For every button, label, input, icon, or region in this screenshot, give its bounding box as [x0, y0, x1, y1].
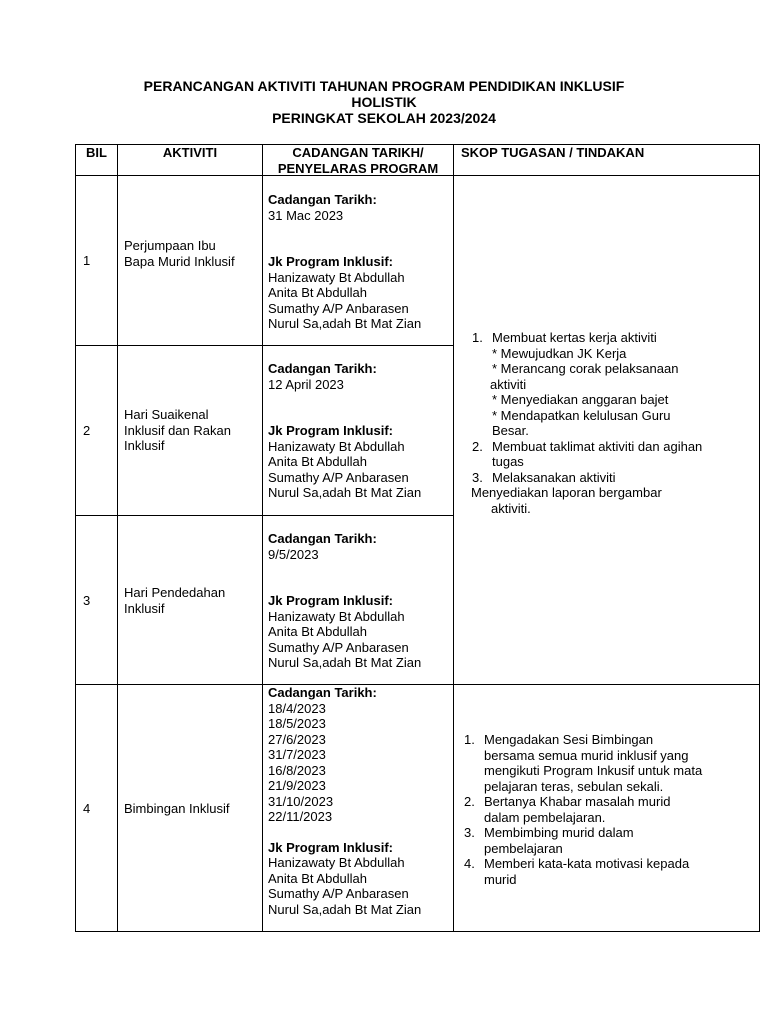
skop-item-number: 1. — [472, 330, 483, 345]
skop-item — [464, 825, 756, 856]
skop-item-line: pembelajaran — [484, 840, 563, 856]
header-aktiviti: AKTIVITI — [162, 145, 218, 160]
jk-label: Jk Program Inklusif: — [268, 593, 393, 608]
header-bil: BIL — [86, 145, 107, 160]
skop-list-group-2 — [464, 732, 756, 887]
jk-member: Sumathy A/P Anbarasen — [268, 300, 409, 316]
jk-member: Sumathy A/P Anbarasen — [268, 639, 409, 655]
skop-item — [472, 470, 756, 486]
skop-item — [472, 330, 756, 346]
row-bil: 2 — [83, 423, 91, 438]
skop-item-number: 1. — [464, 732, 475, 747]
aktiviti-line: Inklusif — [124, 438, 165, 453]
skop-subitem-line: * Mendapatkan kelulusan Guru — [492, 407, 671, 423]
skop-item — [464, 732, 756, 794]
aktiviti-line: Hari Suaikenal — [124, 407, 209, 422]
tarikh-value: 18/4/2023 — [268, 700, 326, 716]
row-cadangan — [268, 361, 452, 501]
row-cadangan — [268, 531, 452, 671]
jk-member: Anita Bt Abdullah — [268, 285, 368, 300]
tarikh-label: Cadangan Tarikh: — [268, 531, 377, 546]
jk-member: Sumathy A/P Anbarasen — [268, 469, 409, 485]
tarikh-value: 27/6/2023 — [268, 731, 326, 747]
jk-member: Nurul Sa,adah Bt Mat Zian — [268, 655, 422, 670]
title-line: PERINGKAT SEKOLAH 2023/2024 — [272, 110, 496, 126]
skop-plain-item — [471, 485, 755, 516]
header-cadangan-line: CADANGAN TARIKH/ — [292, 145, 424, 160]
jk-member: Hanizawaty Bt Abdullah — [268, 608, 405, 624]
tarikh-value: 12 April 2023 — [268, 376, 344, 392]
row-bil: 1 — [83, 253, 91, 268]
jk-label: Jk Program Inklusif: — [268, 423, 393, 438]
aktiviti-line: Bapa Murid Inklusif — [124, 253, 235, 269]
skop-item — [464, 794, 756, 825]
row-aktiviti — [124, 801, 260, 817]
tarikh-value: 9/5/2023 — [268, 546, 319, 562]
row-aktiviti — [124, 585, 260, 616]
jk-member: Anita Bt Abdullah — [268, 870, 368, 886]
aktiviti-line: Inklusif — [124, 600, 165, 616]
tarikh-label: Cadangan Tarikh: — [268, 685, 377, 700]
aktiviti-line: Perjumpaan Ibu — [124, 238, 216, 253]
skop-subitem — [472, 346, 756, 362]
jk-member: Anita Bt Abdullah — [268, 624, 368, 639]
skop-subitem-line: * Merancang corak pelaksanaan — [492, 361, 679, 376]
skop-item-line: Memberi kata-kata motivasi kepada — [484, 856, 690, 871]
grid-line — [75, 345, 453, 346]
row-aktiviti — [124, 238, 260, 269]
row-cadangan — [268, 685, 452, 917]
jk-label: Jk Program Inklusif: — [268, 254, 393, 269]
grid-line — [75, 144, 76, 932]
skop-item-number: 2. — [464, 794, 475, 809]
jk-label: Jk Program Inklusif: — [268, 839, 393, 855]
skop-plain-line: aktiviti. — [491, 500, 531, 516]
skop-item-line: pelajaran teras, sebulan sekali. — [484, 778, 664, 794]
skop-item-line: Melaksanakan aktiviti — [492, 469, 616, 485]
skop-item-line: dalam pembelajaran. — [484, 809, 606, 825]
jk-member: Sumathy A/P Anbarasen — [268, 886, 409, 901]
jk-member: Nurul Sa,adah Bt Mat Zian — [268, 901, 422, 917]
skop-item-line: bersama semua murid inklusif yang — [484, 747, 689, 763]
title-line: HOLISTIK — [351, 94, 417, 110]
tarikh-value: 31 Mac 2023 — [268, 207, 344, 223]
skop-item — [464, 856, 756, 887]
skop-item-line: Membimbing murid dalam — [484, 825, 634, 840]
skop-item-line: mengikuti Program Inkusif untuk mata — [484, 763, 703, 778]
skop-subitem — [472, 408, 756, 439]
grid-line — [262, 144, 263, 932]
skop-subitem — [472, 392, 756, 408]
row-cadangan — [268, 192, 452, 332]
grid-line — [117, 144, 118, 932]
header-cadangan — [263, 145, 453, 176]
tarikh-value: 31/10/2023 — [268, 793, 334, 809]
jk-member: Nurul Sa,adah Bt Mat Zian — [268, 485, 422, 500]
skop-item-number: 2. — [472, 438, 483, 454]
jk-member: Hanizawaty Bt Abdullah — [268, 269, 405, 285]
skop-subitem — [472, 361, 756, 392]
header-skop: SKOP TUGASAN / TINDAKAN — [461, 145, 645, 160]
row-bil: 4 — [83, 801, 91, 816]
jk-member: Nurul Sa,adah Bt Mat Zian — [268, 316, 422, 331]
aktiviti-line: Bimbingan Inklusif — [124, 801, 230, 816]
jk-member: Hanizawaty Bt Abdullah — [268, 438, 405, 454]
row-bil: 3 — [83, 593, 91, 608]
skop-plain-line: Menyediakan laporan bergambar — [471, 485, 662, 500]
grid-line — [75, 515, 453, 516]
tarikh-label: Cadangan Tarikh: — [268, 192, 377, 207]
skop-item-line: tugas — [492, 454, 524, 469]
skop-subitem-line: Besar. — [492, 423, 529, 438]
title-line: PERANCANGAN AKTIVITI TAHUNAN PROGRAM PENDIDIKAN INKLUSIF — [143, 78, 625, 94]
skop-item — [472, 439, 756, 470]
skop-item-line: Mengadakan Sesi Bimbingan — [484, 732, 654, 747]
header-cadangan-line: PENYELARAS PROGRAM — [277, 160, 439, 176]
skop-item-number: 3. — [464, 825, 475, 840]
grid-line — [453, 144, 454, 932]
grid-line — [75, 931, 760, 932]
skop-item-line: Membuat taklimat aktiviti dan agihan — [492, 438, 703, 454]
skop-item-number: 4. — [464, 856, 475, 871]
row-aktiviti — [124, 407, 260, 454]
jk-member: Anita Bt Abdullah — [268, 454, 368, 469]
skop-subitem-line: * Menyediakan anggaran bajet — [492, 392, 669, 407]
tarikh-value: 16/8/2023 — [268, 762, 326, 778]
skop-subitem-line: * Mewujudkan JK Kerja — [492, 345, 627, 361]
grid-line — [759, 144, 760, 932]
aktiviti-line: Inklusif dan Rakan — [124, 422, 231, 438]
skop-item-line: Bertanya Khabar masalah murid — [484, 794, 671, 809]
tarikh-value: 18/5/2023 — [268, 716, 326, 731]
tarikh-value: 21/9/2023 — [268, 778, 326, 793]
skop-list-group-1 — [472, 330, 756, 516]
skop-subitem-line: aktiviti — [490, 376, 527, 392]
tarikh-value: 22/11/2023 — [268, 809, 333, 824]
skop-item-line: murid — [484, 871, 517, 887]
jk-member: Hanizawaty Bt Abdullah — [268, 855, 405, 870]
tarikh-value: 31/7/2023 — [268, 747, 326, 762]
aktiviti-line: Hari Pendedahan — [124, 585, 226, 600]
skop-item-number: 3. — [472, 469, 483, 485]
skop-item-line: Membuat kertas kerja aktiviti — [492, 330, 657, 345]
tarikh-label: Cadangan Tarikh: — [268, 361, 377, 376]
